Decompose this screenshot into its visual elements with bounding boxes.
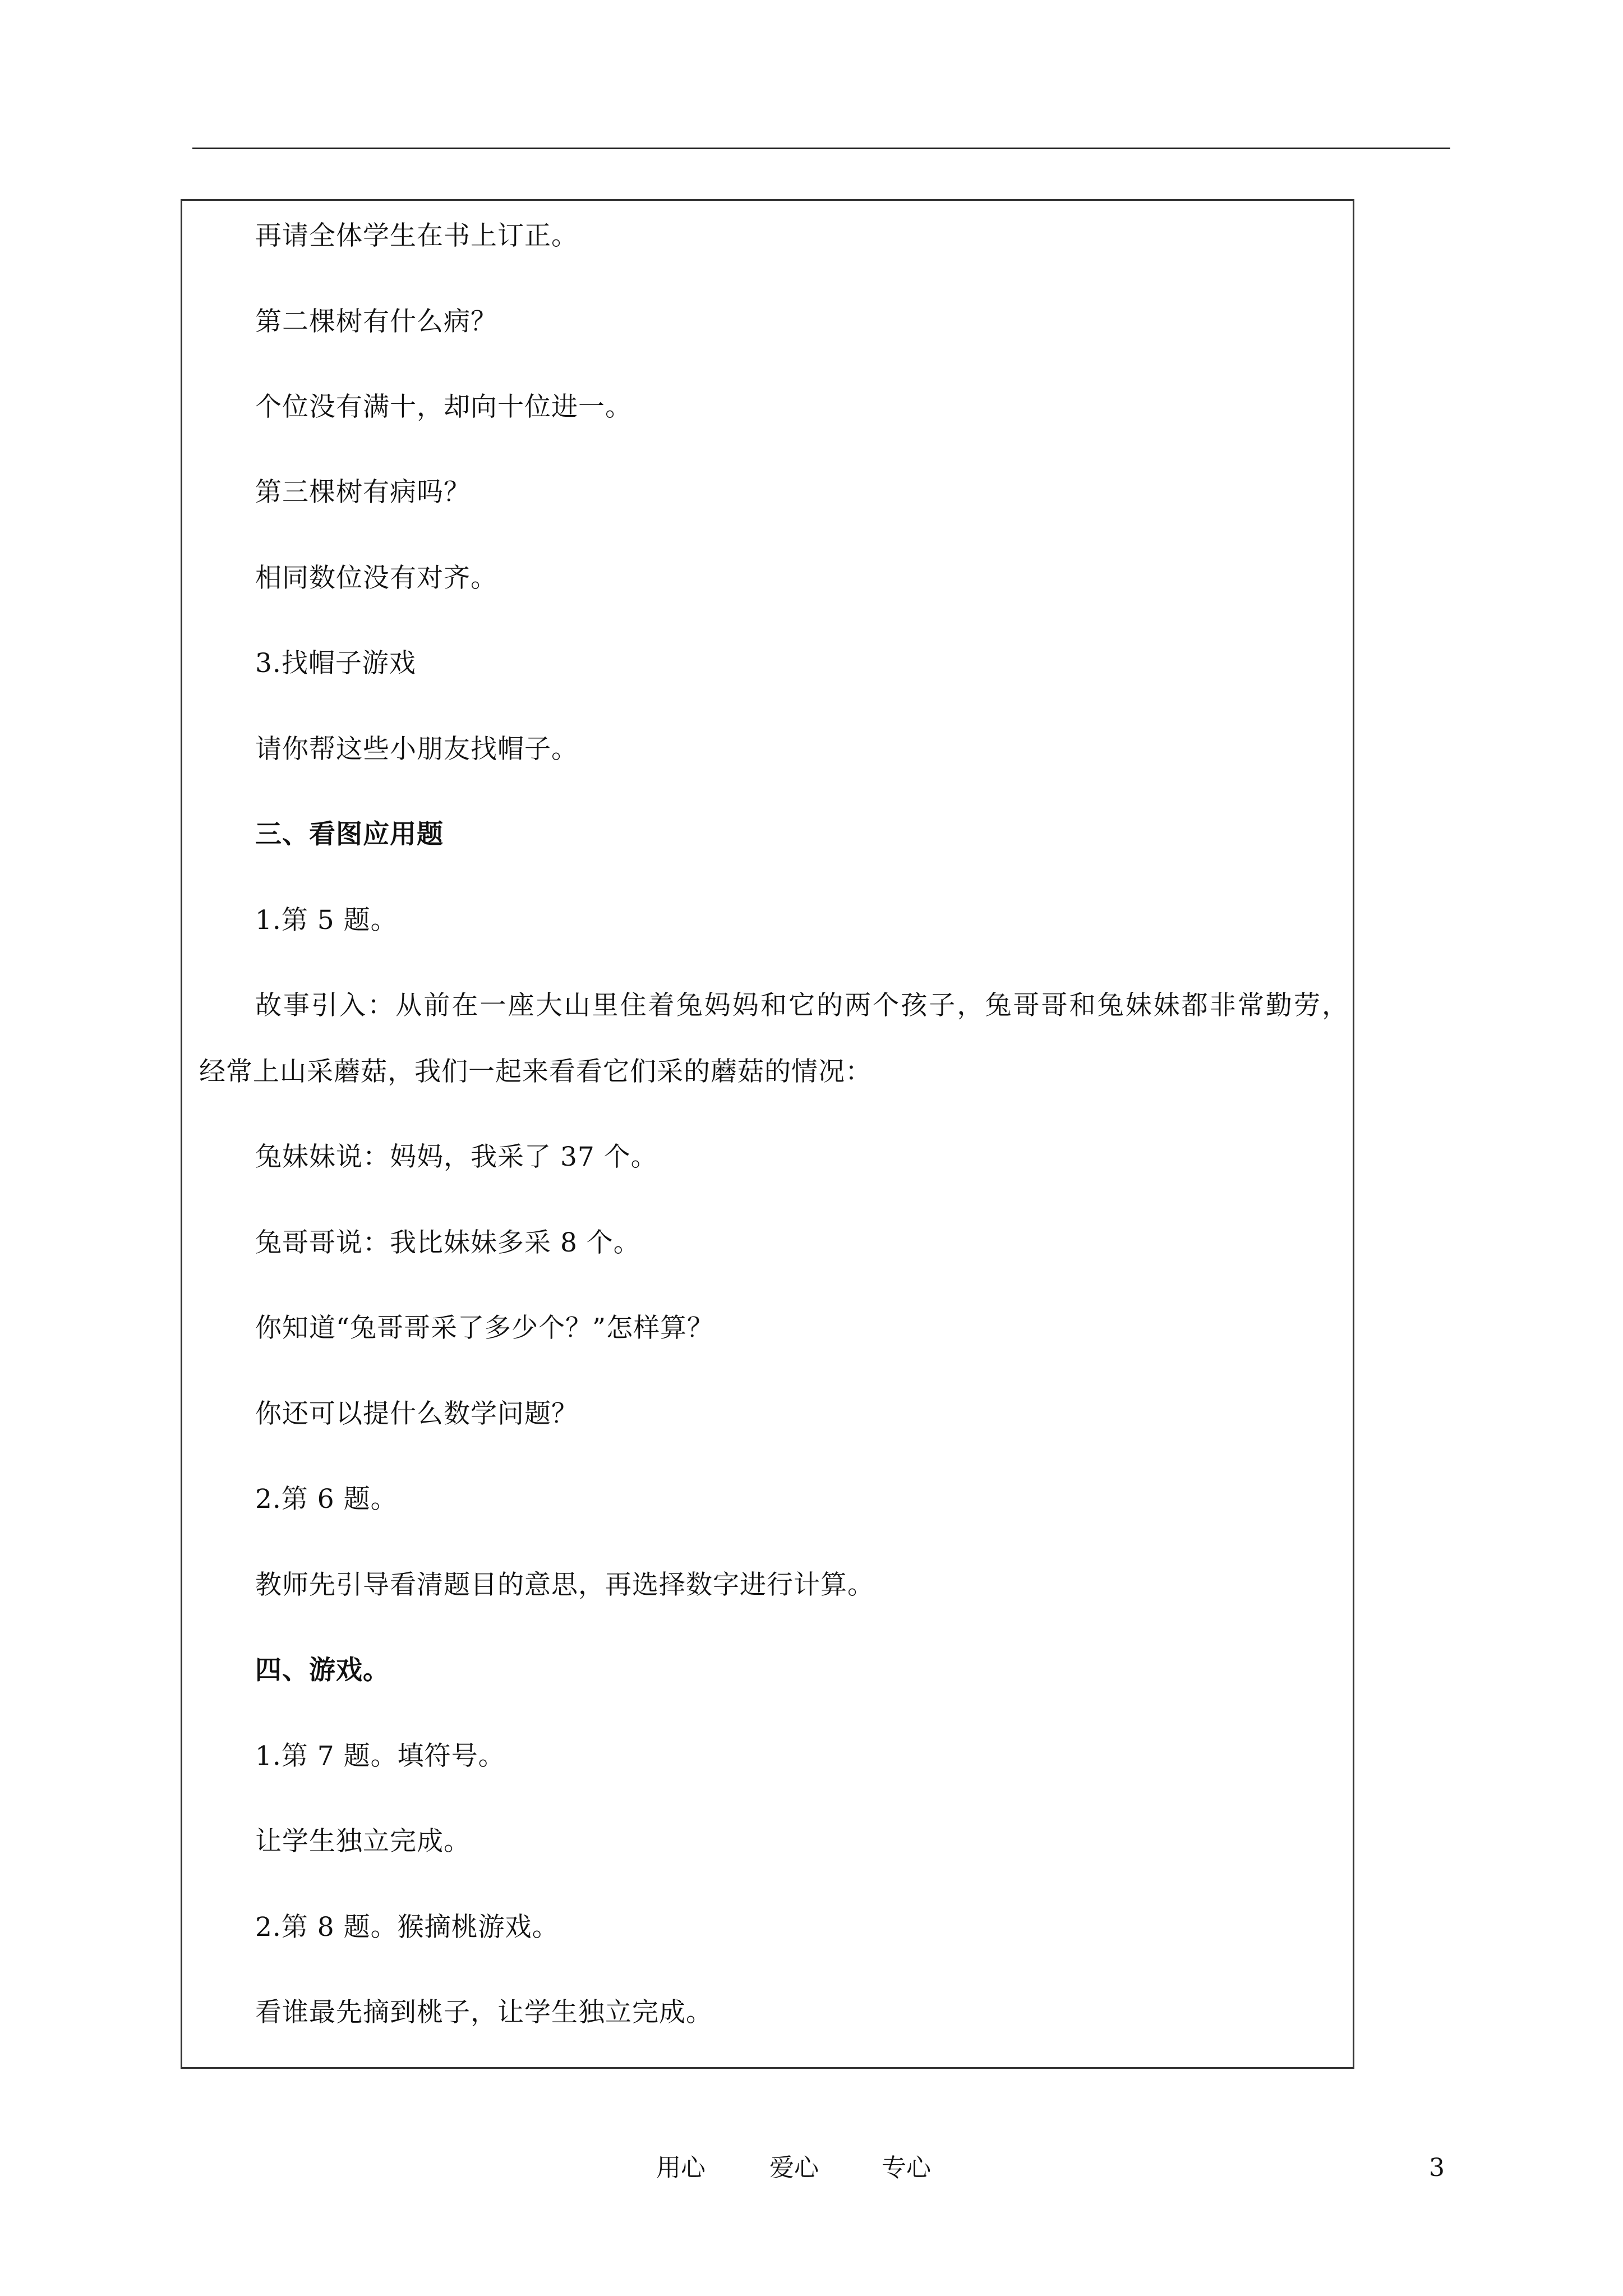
header-rule — [192, 148, 1450, 149]
paragraph-line: 教师先引导看清题目的意思，再选择数字进行计算。 — [255, 1570, 874, 1600]
footer-motto-2: 爱心 — [769, 2154, 819, 2182]
paragraph-line: 2.第 8 题。猴摘桃游戏。 — [255, 1912, 559, 1943]
paragraph-line: 第三棵树有病吗？ — [255, 477, 471, 508]
paragraph-line: 1.第 7 题。填符号。 — [255, 1741, 505, 1772]
paragraph-line: 兔妹妹说：妈妈，我采了 37 个。 — [255, 1142, 658, 1172]
lesson-content-box — [181, 199, 1354, 2069]
paragraph-line: 故事引入：从前在一座大山里住着兔妈妈和它的两个孩子，兔哥哥和兔妹妹都非常勤劳， — [255, 990, 1349, 1021]
paragraph-line: 兔哥哥说：我比妹妹多采 8 个。 — [255, 1227, 640, 1258]
paragraph-line: 相同数位没有对齐。 — [255, 563, 497, 593]
paragraph-line: 你还可以提什么数学问题？ — [255, 1398, 578, 1429]
paragraph-line: 3.找帽子游戏 — [255, 648, 416, 679]
paragraph-line: 让学生独立完成。 — [255, 1826, 471, 1857]
paragraph-line: 看谁最先摘到桃子，让学生独立完成。 — [255, 1997, 713, 2028]
paragraph-line: 经常上山采蘑菇，我们一起来看看它们采的蘑菇的情况： — [199, 1056, 872, 1087]
paragraph-line: 2.第 6 题。 — [255, 1484, 398, 1515]
footer-motto-3: 专心 — [882, 2154, 931, 2182]
page-number: 3 — [1429, 2154, 1445, 2182]
paragraph-line: 1.第 5 题。 — [255, 905, 398, 936]
paragraph-line: 第二棵树有什么病？ — [255, 306, 497, 337]
paragraph-line: 请你帮这些小朋友找帽子。 — [255, 734, 578, 765]
footer-motto-1: 用心 — [656, 2154, 706, 2182]
paragraph-line: 你知道“兔哥哥采了多少个？”怎样算？ — [255, 1313, 714, 1343]
paragraph-line: 再请全体学生在书上订正。 — [255, 220, 578, 251]
section-heading: 三、看图应用题 — [255, 819, 444, 850]
section-heading: 四、游戏。 — [255, 1655, 390, 1686]
paragraph-line: 个位没有满十，却向十位进一。 — [255, 392, 632, 422]
page-footer — [0, 2151, 1623, 2185]
